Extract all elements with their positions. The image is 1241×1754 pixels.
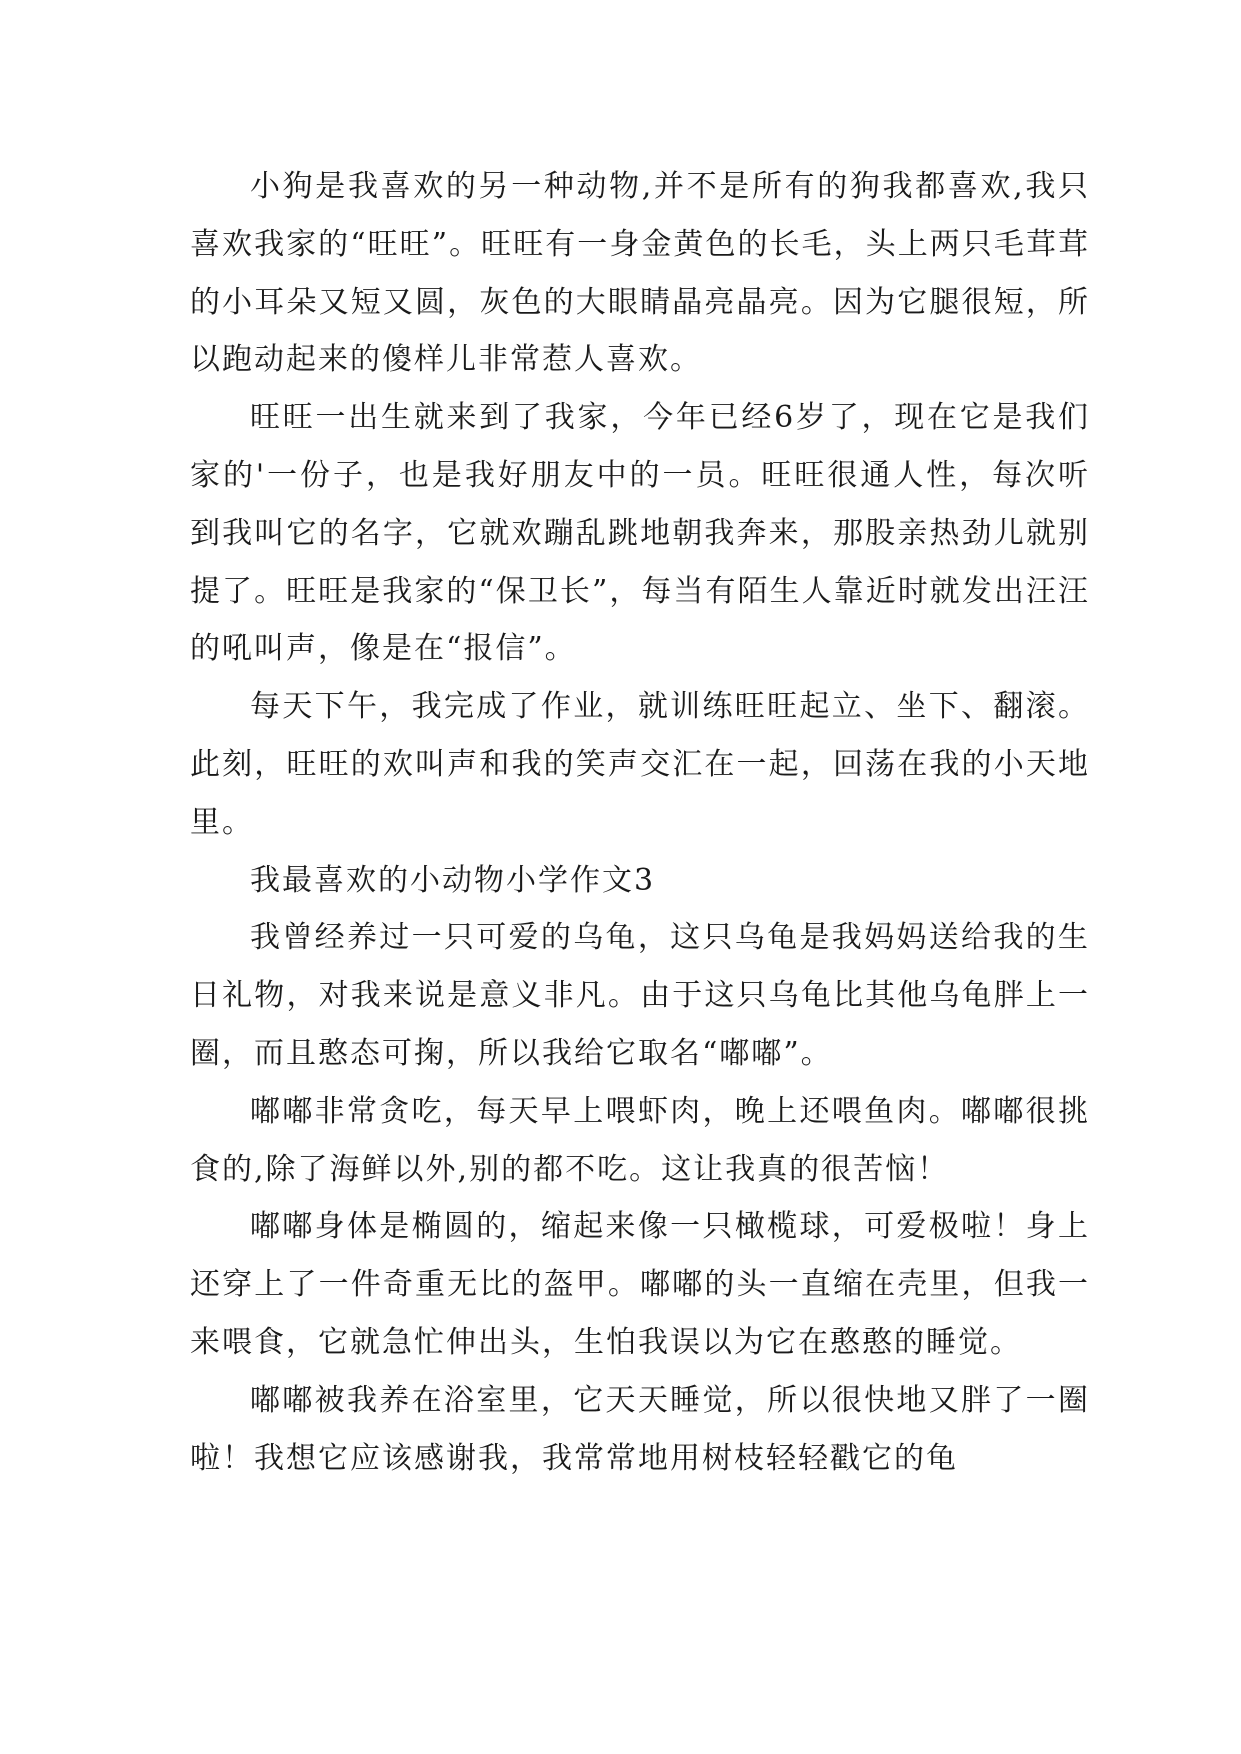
paragraph-turtle-bathroom: 嘟嘟被我养在浴室里，它天天睡觉，所以很快地又胖了一圈啦！我想它应该感谢我，我常常地用树枝轻轻戳它的龟: [190, 1382, 1090, 1476]
paragraph-dog-intro: 小狗是我喜欢的另一种动物,并不是所有的狗我都喜欢,我只喜欢我家的“旺旺”。旺旺有一身金黄色的长毛，头上两只毛茸茸的小耳朵又短又圆，灰色的大眼睛晶亮晶亮。因为它腿很短，所以跑动起来的傻样儿非常惹人喜欢。: [190, 169, 1090, 378]
paragraph-turtle-food: 嘟嘟非常贪吃，每天早上喂虾肉，晚上还喂鱼肉。嘟嘟很挑食的,除了海鲜以外,别的都不吃。这让我真的很苦恼！: [190, 1093, 1090, 1187]
paragraph-turtle-body: 嘟嘟身体是椭圆的，缩起来像一只橄榄球，可爱极啦！身上还穿上了一件奇重无比的盔甲。嘟嘟的头一直缩在壳里，但我一来喂食，它就急忙伸出头，生怕我误以为它在憨憨的睡觉。: [190, 1209, 1090, 1360]
paragraph-dog-family: 旺旺一出生就来到了我家，今年已经6岁了，现在它是我们家的'一份子，也是我好朋友中的一员。旺旺很通人性，每次听到我叫它的名字，它就欢蹦乱跳地朝我奔来，那股亲热劲儿就别提了。旺旺是我家的“保卫长”，每当有陌生人靠近时就发出汪汪的吼叫声，像是在“报信”。: [190, 400, 1090, 667]
section-heading: 我最喜欢的小动物小学作文3: [250, 862, 656, 898]
document-body: [190, 158, 1090, 1487]
paragraph-turtle-intro: 我曾经养过一只可爱的乌龟，这只乌龟是我妈妈送给我的生日礼物，对我来说是意义非凡。由于这只乌龟比其他乌龟胖上一圈，而且憨态可掬，所以我给它取名“嘟嘟”。: [190, 920, 1090, 1071]
paragraph-dog-training: 每天下午，我完成了作业，就训练旺旺起立、坐下、翻滚。此刻，旺旺的欢叫声和我的笑声交汇在一起，回荡在我的小天地里。: [190, 689, 1090, 840]
